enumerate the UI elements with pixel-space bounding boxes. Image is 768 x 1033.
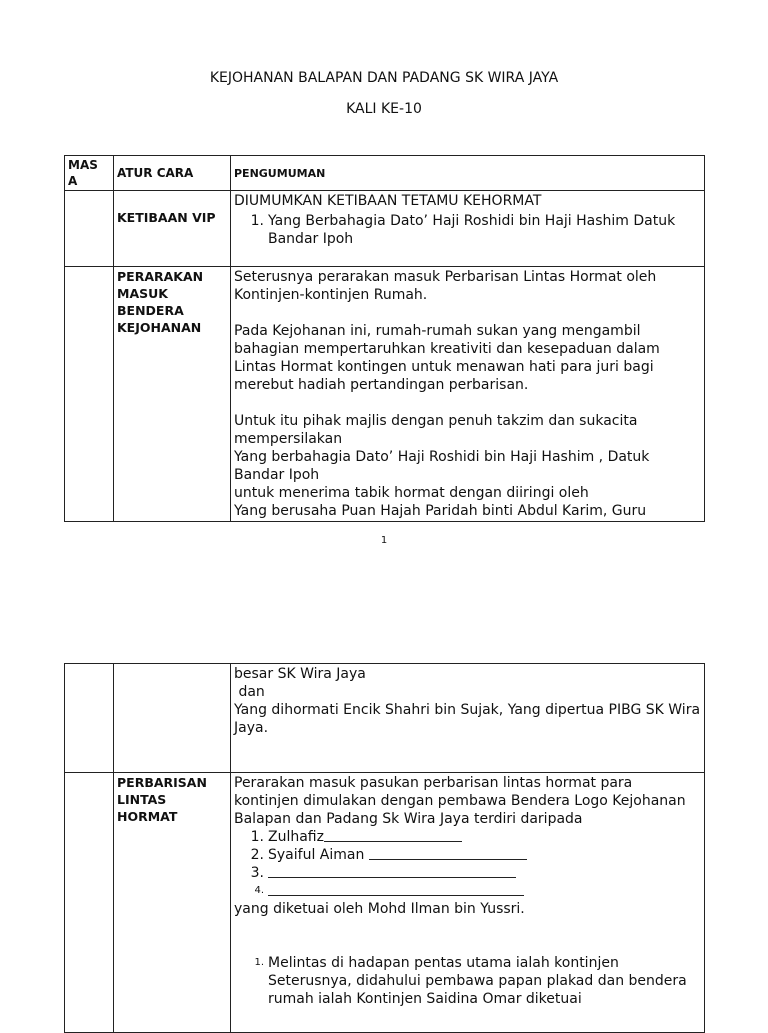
list-text: Syaiful Aiman [268, 847, 369, 863]
list-number: 4. [254, 885, 264, 896]
list-text: Zulhafiz [268, 829, 324, 845]
list-item [234, 954, 701, 1008]
paragraph: Pada Kejohanan ini, rumah-rumah sukan yang mengambil bahagian mempertaruhkan kreativiti dan kesepaduan dalam Lintas Hormat kontingen untuk menawan hati para juri bagi merebut hadiah pertandingan perbarisan. [234, 323, 660, 393]
header-masa: MAS A [65, 156, 114, 191]
list-number: 1. [254, 957, 264, 968]
pengumuman-continuation [231, 664, 705, 773]
list-text: Melintas di hadapan pentas utama ialah kontinjen Seterusnya, didahului pembawa papan plakad dan bendera rumah ialah Kontinjen Saidina Omar diketuai [268, 955, 687, 1007]
blank-line [268, 882, 524, 896]
masa-cell [65, 191, 114, 267]
paragraph: Seterusnya perarakan masuk Perbarisan Lintas Hormat oleh Kontinjen-kontinjen Rumah. [234, 269, 657, 303]
paragraph-line: Yang berbahagia Dato’ Haji Roshidi bin Haji Hashim , Datuk Bandar Ipoh [234, 449, 650, 483]
paragraph: yang diketuai oleh Mohd Ilman bin Yussri. [234, 901, 525, 917]
document-title: KEJOHANAN BALAPAN DAN PADANG SK WIRA JAYA [209, 70, 559, 86]
pengumuman-perbarisan [231, 773, 705, 1033]
document-subtitle: KALI KE-10 [346, 101, 422, 117]
paragraph-line: besar SK Wira Jaya [234, 666, 366, 682]
atur-cara-ketibaan: KETIBAAN VIP [114, 191, 231, 267]
blank-line [268, 864, 516, 878]
paragraph-line: untuk menerima tabik hormat dengan diiringi oleh [234, 485, 589, 501]
masa-cell [65, 773, 114, 1033]
pengumuman-ketibaan [231, 191, 705, 267]
list-item [234, 864, 701, 882]
program-table-page1 [64, 155, 705, 522]
page-number: 1 [380, 535, 388, 546]
masa-cell [65, 664, 114, 773]
list-number: 2. [250, 847, 264, 863]
table-row-perarakan [65, 267, 705, 522]
program-table-page2 [64, 663, 705, 1033]
masa-cell [65, 267, 114, 522]
header-atur-cara: ATUR CARA [114, 156, 231, 191]
table-header-row [65, 156, 705, 191]
list-number: 1. [250, 213, 264, 229]
list-number: 1. [250, 829, 264, 845]
pengumuman-perarakan [231, 267, 705, 522]
atur-cara-perbarisan: PERBARISAN LINTAS HORMAT [114, 773, 231, 1033]
paragraph-line: Yang berusaha Puan Hajah Paridah binti Abdul Karim, Guru [234, 503, 647, 519]
paragraph-line: Untuk itu pihak majlis dengan penuh takzim dan sukacita mempersilakan [234, 413, 638, 447]
blank-line [369, 846, 527, 860]
table-row-ketibaan [65, 191, 705, 267]
list-text: Yang Berbahagia Dato’ Haji Roshidi bin Haji Hashim Datuk Bandar Ipoh [268, 213, 676, 247]
table-row-perbarisan [65, 773, 705, 1033]
table-row-continuation [65, 664, 705, 773]
header-pengumuman: PENGUMUMAN [231, 156, 705, 191]
paragraph-line: dan [234, 684, 265, 700]
list-number: 3. [250, 865, 264, 881]
list-item [234, 212, 701, 248]
atur-cara-cell [114, 664, 231, 773]
ketibaan-heading: DIUMUMKAN KETIBAAN TETAMU KEHORMAT [234, 193, 542, 209]
list-item [234, 828, 701, 846]
list-item [234, 882, 701, 900]
paragraph-line: Yang dihormati Encik Shahri bin Sujak, Yang dipertua PIBG SK Wira Jaya. [234, 702, 701, 736]
atur-cara-perarakan: PERARAKAN MASUK BENDERA KEJOHANAN [114, 267, 231, 522]
list-item [234, 846, 701, 864]
blank-line [324, 828, 462, 842]
paragraph: Perarakan masuk pasukan perbarisan lintas hormat para kontinjen dimulakan dengan pembawa Bendera Logo Kejohanan Balapan dan Padang Sk Wira Jaya terdiri daripada [234, 775, 686, 827]
